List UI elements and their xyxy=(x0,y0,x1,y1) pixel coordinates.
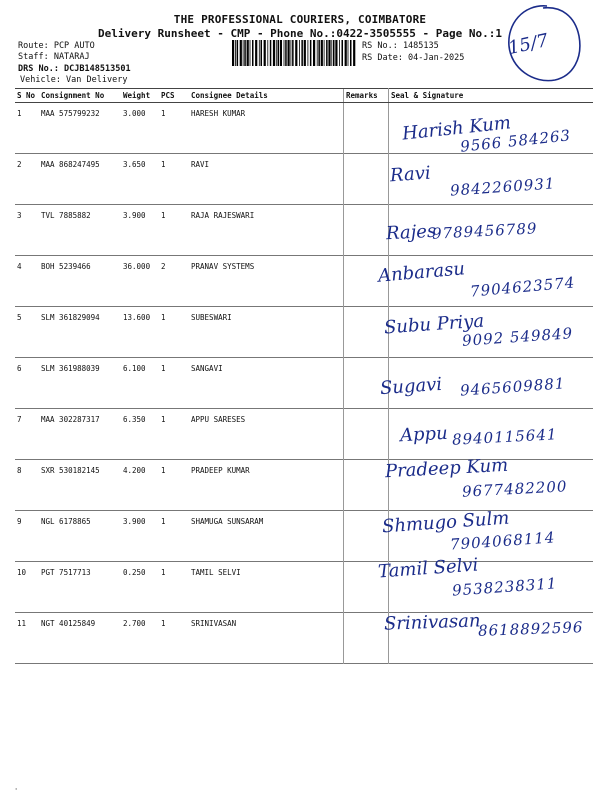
table-header-row xyxy=(15,89,593,103)
handwritten-phone-number: 8940115641 xyxy=(451,425,558,449)
row-weight: 6.100 xyxy=(123,364,146,373)
row-sno: 9 xyxy=(17,517,22,526)
row-pcs: 1 xyxy=(161,415,166,424)
barcode-image xyxy=(232,40,356,66)
row-consignee: SHAMUGA SUNSARAM xyxy=(191,517,264,526)
row-consignment-no: MAA 575799232 xyxy=(41,109,100,118)
row-consignment-no: SXR 530182145 xyxy=(41,466,100,475)
column-header-weight: Weight xyxy=(121,89,159,103)
row-remarks xyxy=(344,409,389,460)
row-pcs: 1 xyxy=(161,568,166,577)
handwritten-phone-number: 9842260931 xyxy=(449,174,556,200)
row-consignee: TAMIL SELVI xyxy=(191,568,241,577)
row-weight: 0.250 xyxy=(123,568,146,577)
handwritten-signature: Anbarasu xyxy=(377,258,466,287)
row-consignment-no: SLM 361988039 xyxy=(41,364,100,373)
row-remarks xyxy=(344,460,389,511)
row-pcs: 1 xyxy=(161,364,166,373)
column-header-signature: Seal & Signature xyxy=(389,89,594,103)
row-consignee: RAVI xyxy=(191,160,210,169)
row-sno: 10 xyxy=(17,568,27,577)
handwritten-phone-number: 9566 584263 xyxy=(459,126,572,156)
handwritten-signature: Srinivasan xyxy=(383,610,481,635)
row-remarks xyxy=(344,307,389,358)
row-consignee: HARESH KUMAR xyxy=(191,109,246,118)
handwritten-signature: Pradeep Kum xyxy=(384,454,509,483)
handwritten-signature: Subu Priya xyxy=(383,310,485,339)
column-header-consignee: Consignee Details xyxy=(189,89,344,103)
handwritten-phone-number: 9538238311 xyxy=(451,574,558,600)
row-weight: 36.000 xyxy=(123,262,151,271)
runsheet-subtitle: Delivery Runsheet - CMP - Phone No.:0422-3505555 - Page No.:1 xyxy=(98,27,502,40)
row-consignment-no: MAA 868247495 xyxy=(41,160,100,169)
row-consignment-no: SLM 361829094 xyxy=(41,313,100,322)
row-pcs: 1 xyxy=(161,517,166,526)
route-label: Route: PCP AUTO xyxy=(18,41,95,51)
row-pcs: 1 xyxy=(161,313,166,322)
handwritten-signature: Ravi xyxy=(389,162,432,187)
row-sno: 1 xyxy=(17,109,22,118)
handwritten-phone-number: 9677482200 xyxy=(461,477,568,501)
handwritten-signature: Tamil Selvi xyxy=(377,554,479,583)
drs-number: DRS No.: DCJB148513501 xyxy=(18,64,131,74)
row-consignee: APPU SARESES xyxy=(191,415,246,424)
handwritten-phone-number: 7904623574 xyxy=(469,273,577,301)
column-header-consignment: Consignment No xyxy=(39,89,121,103)
handwritten-signature: Harish Kum xyxy=(401,112,512,145)
row-remarks xyxy=(344,205,389,256)
row-consignee: SANGAVI xyxy=(191,364,223,373)
row-consignee: SRINIVASAN xyxy=(191,619,237,628)
handwritten-page-mark: 15/7 xyxy=(506,30,551,59)
rs-date: RS Date: 04-Jan-2025 xyxy=(362,53,465,63)
row-pcs: 1 xyxy=(161,160,166,169)
rs-number: RS No.: 1485135 xyxy=(362,41,439,51)
staff-label: Staff: NATARAJ xyxy=(18,52,90,62)
column-header-pcs: PCS xyxy=(159,89,189,103)
row-consignment-no: NGT 40125849 xyxy=(41,619,96,628)
row-pcs: 1 xyxy=(161,619,166,628)
row-consignment-no: BOH 5239466 xyxy=(41,262,91,271)
vehicle-label: Vehicle: Van Delivery xyxy=(20,75,128,85)
footer-mark: ' xyxy=(14,787,19,795)
row-sno: 11 xyxy=(17,619,27,628)
row-consignee: SUBESWARI xyxy=(191,313,232,322)
row-weight: 2.700 xyxy=(123,619,146,628)
row-consignee: RAJA RAJESWARI xyxy=(191,211,255,220)
row-sno: 3 xyxy=(17,211,22,220)
handwritten-phone-number: 8618892596 xyxy=(477,618,584,640)
row-consignment-no: MAA 302287317 xyxy=(41,415,100,424)
company-title: THE PROFESSIONAL COURIERS, COIMBATORE xyxy=(173,13,427,26)
handwritten-signature: Sugavi xyxy=(379,373,443,400)
row-weight: 3.900 xyxy=(123,211,146,220)
row-pcs: 2 xyxy=(161,262,166,271)
row-weight: 3.650 xyxy=(123,160,146,169)
row-consignment-no: PGT 7517713 xyxy=(41,568,91,577)
row-pcs: 1 xyxy=(161,466,166,475)
row-remarks xyxy=(344,103,389,154)
handwritten-phone-number: 9465609881 xyxy=(459,374,566,400)
row-weight: 3.900 xyxy=(123,517,146,526)
row-remarks xyxy=(344,613,389,664)
row-sno: 5 xyxy=(17,313,22,322)
row-consignment-no: NGL 6178865 xyxy=(41,517,91,526)
handwritten-phone-number: 9092 549849 xyxy=(461,324,574,350)
handwritten-phone-number: 7904068114 xyxy=(449,528,556,554)
row-consignment-no: TVL 7885882 xyxy=(41,211,91,220)
row-weight: 6.350 xyxy=(123,415,146,424)
row-weight: 3.000 xyxy=(123,109,146,118)
row-weight: 4.200 xyxy=(123,466,146,475)
row-sno: 6 xyxy=(17,364,22,373)
handwritten-signature: Rajes xyxy=(385,220,437,245)
row-weight: 13.600 xyxy=(123,313,151,322)
row-sno: 4 xyxy=(17,262,22,271)
row-sno: 2 xyxy=(17,160,22,169)
row-consignee: PRANAV SYSTEMS xyxy=(191,262,255,271)
row-pcs: 1 xyxy=(161,211,166,220)
handwritten-signature: Appu xyxy=(399,422,449,447)
row-consignee: PRADEEP KUMAR xyxy=(191,466,250,475)
row-sno: 7 xyxy=(17,415,22,424)
column-header-remarks: Remarks xyxy=(344,89,389,103)
column-header-sno: S No xyxy=(15,89,39,103)
row-remarks xyxy=(344,154,389,205)
row-sno: 8 xyxy=(17,466,22,475)
handwritten-phone-number: 9789456789 xyxy=(431,219,538,243)
handwritten-signature: Shmugo Sulm xyxy=(381,507,510,538)
row-pcs: 1 xyxy=(161,109,166,118)
